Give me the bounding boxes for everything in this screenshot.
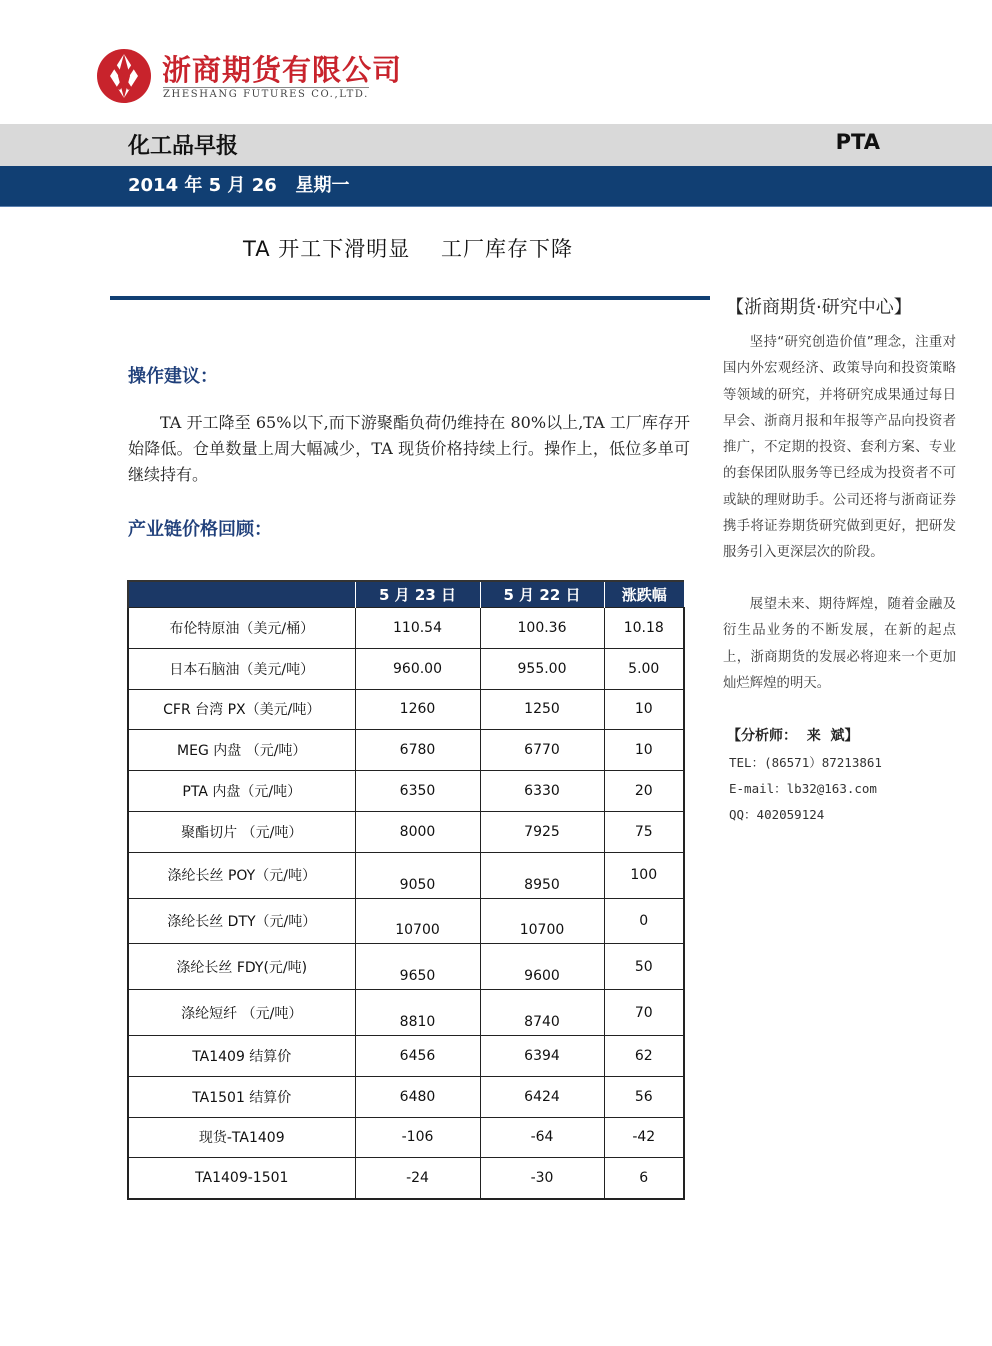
table-cell: -30	[480, 1158, 604, 1199]
table-row-label: 涤纶长丝 FDY(元/吨)	[128, 944, 355, 990]
table-row	[128, 648, 684, 689]
review-title: 产业链价格回顾：	[128, 519, 272, 540]
table-row-label: CFR 台湾 PX（美元/吨）	[128, 689, 355, 730]
table-row	[128, 990, 684, 1036]
table-row-label: 布伦特原油（美元/桶）	[128, 608, 355, 649]
headline: TA 开工下滑明显 工厂库存下降	[243, 237, 573, 261]
table-cell: 6770	[480, 730, 604, 771]
table-row	[128, 811, 684, 852]
table-cell: 6456	[355, 1035, 480, 1076]
table-row	[128, 944, 684, 990]
table-cell: 1250	[480, 689, 604, 730]
table-header-cell: 5 月 23 日	[355, 581, 480, 608]
table-cell: 8000	[355, 811, 480, 852]
report-type: 化工品早报	[128, 134, 239, 159]
table-cell: 9600	[480, 944, 604, 990]
analyst-qq: QQ：402059124	[729, 807, 825, 822]
table-row-label: TA1501 结算价	[128, 1076, 355, 1117]
table-cell: 6350	[355, 771, 480, 812]
company-logo-icon	[96, 48, 152, 104]
table-cell: 75	[604, 811, 684, 852]
table-cell: 5.00	[604, 648, 684, 689]
table-cell: 6330	[480, 771, 604, 812]
table-cell: 6	[604, 1158, 684, 1199]
table-cell: 62	[604, 1035, 684, 1076]
table-cell: 7925	[480, 811, 604, 852]
table-cell: 100.36	[480, 608, 604, 649]
table-cell: 6394	[480, 1035, 604, 1076]
table-row-label: 现货-TA1409	[128, 1117, 355, 1158]
table-row	[128, 771, 684, 812]
headline-divider	[110, 296, 710, 300]
table-cell: 6424	[480, 1076, 604, 1117]
table-row	[128, 898, 684, 944]
advice-title: 操作建议：	[128, 366, 218, 387]
table-header-cell	[128, 581, 355, 608]
table-row	[128, 1035, 684, 1076]
table-cell: 56	[604, 1076, 684, 1117]
table-row-label: 涤纶短纤 （元/吨）	[128, 990, 355, 1036]
table-header-cell: 涨跌幅	[604, 581, 684, 608]
table-cell: 50	[604, 944, 684, 990]
table-cell: 6780	[355, 730, 480, 771]
table-row-label: PTA 内盘（元/吨）	[128, 771, 355, 812]
sidebar-intro: 坚持“研究创造价值”理念，注重对国内外宏观经济、政策导向和投资策略等领域的研究，并将研究成果通过每日早会、浙商月报和年报等产品向投资者推广，不定期的投资、套利方案、专业的套保团队服务等已经成为投资者不可或缺的理财助手。公司还将与浙商证券携手将证券期货研究做到更好，把研发服务引入更深层次的阶段。	[723, 335, 956, 561]
table-row-label: 聚酯切片 （元/吨）	[128, 811, 355, 852]
table-header-cell: 5 月 22 日	[480, 581, 604, 608]
table-cell: 8950	[480, 852, 604, 898]
table-cell: 70	[604, 990, 684, 1036]
analyst-email[interactable]: E-mail：lb32@163.com	[729, 781, 877, 796]
table-row	[128, 852, 684, 898]
table-cell: -42	[604, 1117, 684, 1158]
table-cell: -106	[355, 1117, 480, 1158]
table-row-label: 涤纶长丝 DTY（元/吨）	[128, 898, 355, 944]
table-cell: 960.00	[355, 648, 480, 689]
table-cell: 100	[604, 852, 684, 898]
price-table	[127, 580, 685, 1200]
table-row-label: TA1409-1501	[128, 1158, 355, 1199]
table-row	[128, 689, 684, 730]
table-row	[128, 1076, 684, 1117]
table-cell: -24	[355, 1158, 480, 1199]
table-cell: 10	[604, 730, 684, 771]
table-row	[128, 608, 684, 649]
table-cell: 10	[604, 689, 684, 730]
company-name-en: ZHESHANG FUTURES CO.,LTD.	[163, 89, 369, 100]
table-row-label: 涤纶长丝 POY（元/吨）	[128, 852, 355, 898]
table-cell: 10700	[355, 898, 480, 944]
table-cell: 8810	[355, 990, 480, 1036]
analyst-name: 【分析师： 来 斌】	[727, 728, 859, 744]
table-cell: 955.00	[480, 648, 604, 689]
table-cell: 0	[604, 898, 684, 944]
table-row-label: TA1409 结算价	[128, 1035, 355, 1076]
table-row	[128, 1158, 684, 1199]
product-label: PTA	[835, 130, 880, 154]
table-cell: 10.18	[604, 608, 684, 649]
table-cell: 8740	[480, 990, 604, 1036]
sidebar-outlook: 展望未来、期待辉煌，随着金融及衍生品业务的不断发展，在新的起点上，浙商期货的发展必将迎来一个更加灿烂辉煌的明天。	[723, 597, 956, 691]
advice-text: TA 开工降至 65%以下,而下游聚酯负荷仍维持在 80%以上,TA 工厂库存开始降低。仓单数量上周大幅减少，TA 现货价格持续上行。操作上，低位多单可继续持有。	[128, 413, 690, 484]
table-cell: 1260	[355, 689, 480, 730]
analyst-tel: TEL：(86571）87213861	[729, 755, 882, 770]
table-row-label: 日本石脑油（美元/吨）	[128, 648, 355, 689]
table-cell: -64	[480, 1117, 604, 1158]
table-row-label: MEG 内盘 （元/吨）	[128, 730, 355, 771]
table-row	[128, 730, 684, 771]
table-row	[128, 1117, 684, 1158]
table-header-row	[128, 581, 684, 608]
table-cell: 10700	[480, 898, 604, 944]
table-cell: 9050	[355, 852, 480, 898]
report-date: 2014 年 5 月 26 星期一	[128, 175, 350, 196]
company-name-cn: 浙商期货有限公司	[162, 53, 403, 87]
table-cell: 9650	[355, 944, 480, 990]
table-cell: 110.54	[355, 608, 480, 649]
table-cell: 6480	[355, 1076, 480, 1117]
table-cell: 20	[604, 771, 684, 812]
sidebar-title: 【浙商期货·研究中心】	[726, 297, 912, 318]
